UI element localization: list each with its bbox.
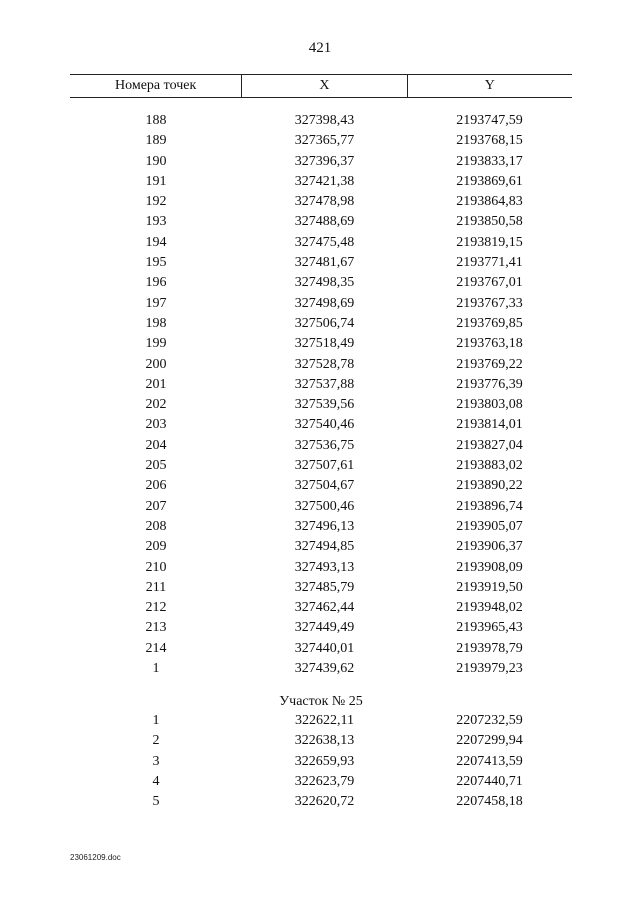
point-number: 194 (145, 234, 167, 250)
point-number: 214 (145, 640, 167, 656)
x-coordinate: 327500,46 (294, 498, 355, 514)
x-coordinate: 327481,67 (294, 255, 355, 271)
table-row (70, 497, 572, 517)
y-coordinate: 2193890,22 (456, 478, 523, 494)
y-coordinate: 2207232,59 (456, 713, 523, 728)
point-number: 3 (152, 753, 160, 769)
point-number: 4 (152, 773, 160, 789)
page-number: 421 (308, 40, 332, 56)
x-coordinate: 327504,67 (294, 478, 355, 494)
y-coordinate: 2193814,01 (456, 417, 523, 433)
table-row (70, 578, 572, 598)
point-number: 191 (145, 173, 167, 189)
x-coordinate: 322623,79 (294, 773, 355, 789)
y-coordinate: 2193906,37 (456, 539, 523, 555)
section-25-table-body (70, 711, 572, 812)
x-coordinate: 327496,13 (294, 518, 355, 534)
x-coordinate: 327488,69 (294, 214, 355, 230)
point-number: 203 (145, 417, 167, 433)
point-number: 202 (145, 397, 167, 413)
point-number: 201 (145, 376, 167, 392)
point-number: 208 (145, 518, 167, 534)
table-row (70, 731, 572, 751)
table-row (70, 334, 572, 354)
table-row (70, 436, 572, 456)
x-coordinate: 327537,88 (294, 376, 355, 392)
y-coordinate: 2193883,02 (456, 458, 523, 474)
table-row (70, 558, 572, 578)
x-coordinate: 327440,01 (294, 640, 355, 656)
x-coordinate: 327449,49 (294, 620, 355, 636)
y-coordinate: 2193833,17 (456, 153, 523, 169)
y-coordinate: 2207440,71 (456, 773, 523, 789)
point-number: 188 (145, 113, 167, 128)
y-coordinate: 2207413,59 (456, 753, 523, 769)
y-coordinate: 2193979,23 (456, 661, 523, 677)
table-row (70, 618, 572, 638)
y-coordinate: 2193850,58 (456, 214, 523, 230)
point-number: 1 (152, 713, 160, 728)
table-row (70, 233, 572, 253)
point-number: 212 (145, 600, 167, 616)
table-row (70, 772, 572, 792)
x-coordinate: 322659,93 (294, 753, 355, 769)
x-coordinate: 327398,43 (294, 113, 355, 128)
x-coordinate: 327493,13 (294, 559, 355, 575)
x-coordinate: 322622,11 (295, 713, 354, 728)
point-number: 195 (145, 255, 167, 271)
y-coordinate: 2193819,15 (456, 234, 523, 250)
table-row (70, 253, 572, 273)
x-coordinate: 327494,85 (294, 539, 355, 555)
y-coordinate: 2193864,83 (456, 194, 523, 210)
point-number: 206 (145, 478, 167, 494)
point-number: 199 (145, 336, 167, 352)
point-number: 193 (145, 214, 167, 230)
table-row (70, 212, 572, 232)
table-row (70, 711, 572, 731)
x-coordinate: 322638,13 (294, 733, 355, 749)
header-point-numbers: Номера точек (115, 78, 197, 93)
header-y: Y (484, 78, 495, 93)
table-row (70, 172, 572, 192)
document-filename: 23061209.doc (70, 853, 121, 862)
table-row (70, 273, 572, 293)
table-row (70, 111, 572, 131)
table-row (70, 659, 572, 679)
table-row (70, 294, 572, 314)
point-number: 209 (145, 539, 167, 555)
table-row (70, 476, 572, 496)
point-number: 5 (152, 794, 160, 810)
table-row (70, 415, 572, 435)
point-number: 197 (145, 295, 167, 311)
y-coordinate: 2193827,04 (456, 437, 523, 453)
x-coordinate: 327536,75 (294, 437, 355, 453)
table-row (70, 752, 572, 772)
point-number: 204 (145, 437, 167, 453)
point-number: 198 (145, 315, 167, 331)
table-row (70, 131, 572, 151)
x-coordinate: 327478,98 (294, 194, 355, 210)
table-row (70, 355, 572, 375)
point-number: 211 (145, 579, 167, 595)
y-coordinate: 2193908,09 (456, 559, 523, 575)
y-coordinate: 2207299,94 (456, 733, 523, 749)
y-coordinate: 2193767,01 (456, 275, 523, 291)
table-row (70, 456, 572, 476)
y-coordinate: 2207458,18 (456, 794, 523, 810)
table-row (70, 598, 572, 618)
table-row (70, 517, 572, 537)
table-row (70, 152, 572, 172)
point-number: 190 (145, 153, 167, 169)
x-coordinate: 327462,44 (294, 600, 355, 616)
y-coordinate: 2193948,02 (456, 600, 523, 616)
table-row (70, 192, 572, 212)
point-number: 200 (145, 356, 167, 372)
x-coordinate: 327396,37 (294, 153, 355, 169)
y-coordinate: 2193763,18 (456, 336, 523, 352)
x-coordinate: 327439,62 (294, 661, 355, 677)
point-number: 189 (145, 133, 167, 149)
x-coordinate: 327498,69 (294, 295, 355, 311)
x-coordinate: 322620,72 (294, 794, 355, 810)
y-coordinate: 2193965,43 (456, 620, 523, 636)
y-coordinate: 2193769,85 (456, 315, 523, 331)
y-coordinate: 2193978,79 (456, 640, 523, 656)
table-row (70, 537, 572, 557)
y-coordinate: 2193803,08 (456, 397, 523, 413)
y-coordinate: 2193771,41 (456, 255, 523, 271)
x-coordinate: 327507,61 (294, 458, 355, 474)
y-coordinate: 2193896,74 (456, 498, 523, 514)
y-coordinate: 2193776,39 (456, 376, 523, 392)
point-number: 196 (145, 275, 167, 291)
point-number: 205 (145, 458, 167, 474)
x-coordinate: 327365,77 (294, 133, 355, 149)
x-coordinate: 327506,74 (294, 315, 355, 331)
coordinates-table-body (70, 111, 572, 679)
y-coordinate: 2193747,59 (456, 113, 523, 128)
table-header (70, 74, 572, 98)
x-coordinate: 327540,46 (294, 417, 355, 433)
y-coordinate: 2193919,50 (456, 579, 523, 595)
x-coordinate: 327475,48 (294, 234, 355, 250)
header-x: X (241, 75, 407, 97)
y-coordinate: 2193768,15 (456, 133, 523, 149)
x-coordinate: 327518,49 (294, 336, 355, 352)
x-coordinate: 327485,79 (294, 579, 355, 595)
table-row (70, 792, 572, 812)
point-number: 210 (145, 559, 167, 575)
y-coordinate: 2193769,22 (456, 356, 523, 372)
point-number: 1 (152, 661, 160, 677)
y-coordinate: 2193905,07 (456, 518, 523, 534)
x-coordinate: 327421,38 (294, 173, 355, 189)
point-number: 192 (145, 194, 167, 210)
x-coordinate: 327539,56 (294, 397, 355, 413)
y-coordinate: 2193869,61 (456, 173, 523, 189)
section-title: Участок № 25 (279, 694, 363, 709)
table-row (70, 639, 572, 659)
table-row (70, 375, 572, 395)
point-number: 213 (145, 620, 167, 636)
y-coordinate: 2193767,33 (456, 295, 523, 311)
table-row (70, 314, 572, 334)
point-number: 207 (145, 498, 167, 514)
x-coordinate: 327498,35 (294, 275, 355, 291)
x-coordinate: 327528,78 (294, 356, 355, 372)
table-row (70, 395, 572, 415)
point-number: 2 (152, 733, 160, 749)
